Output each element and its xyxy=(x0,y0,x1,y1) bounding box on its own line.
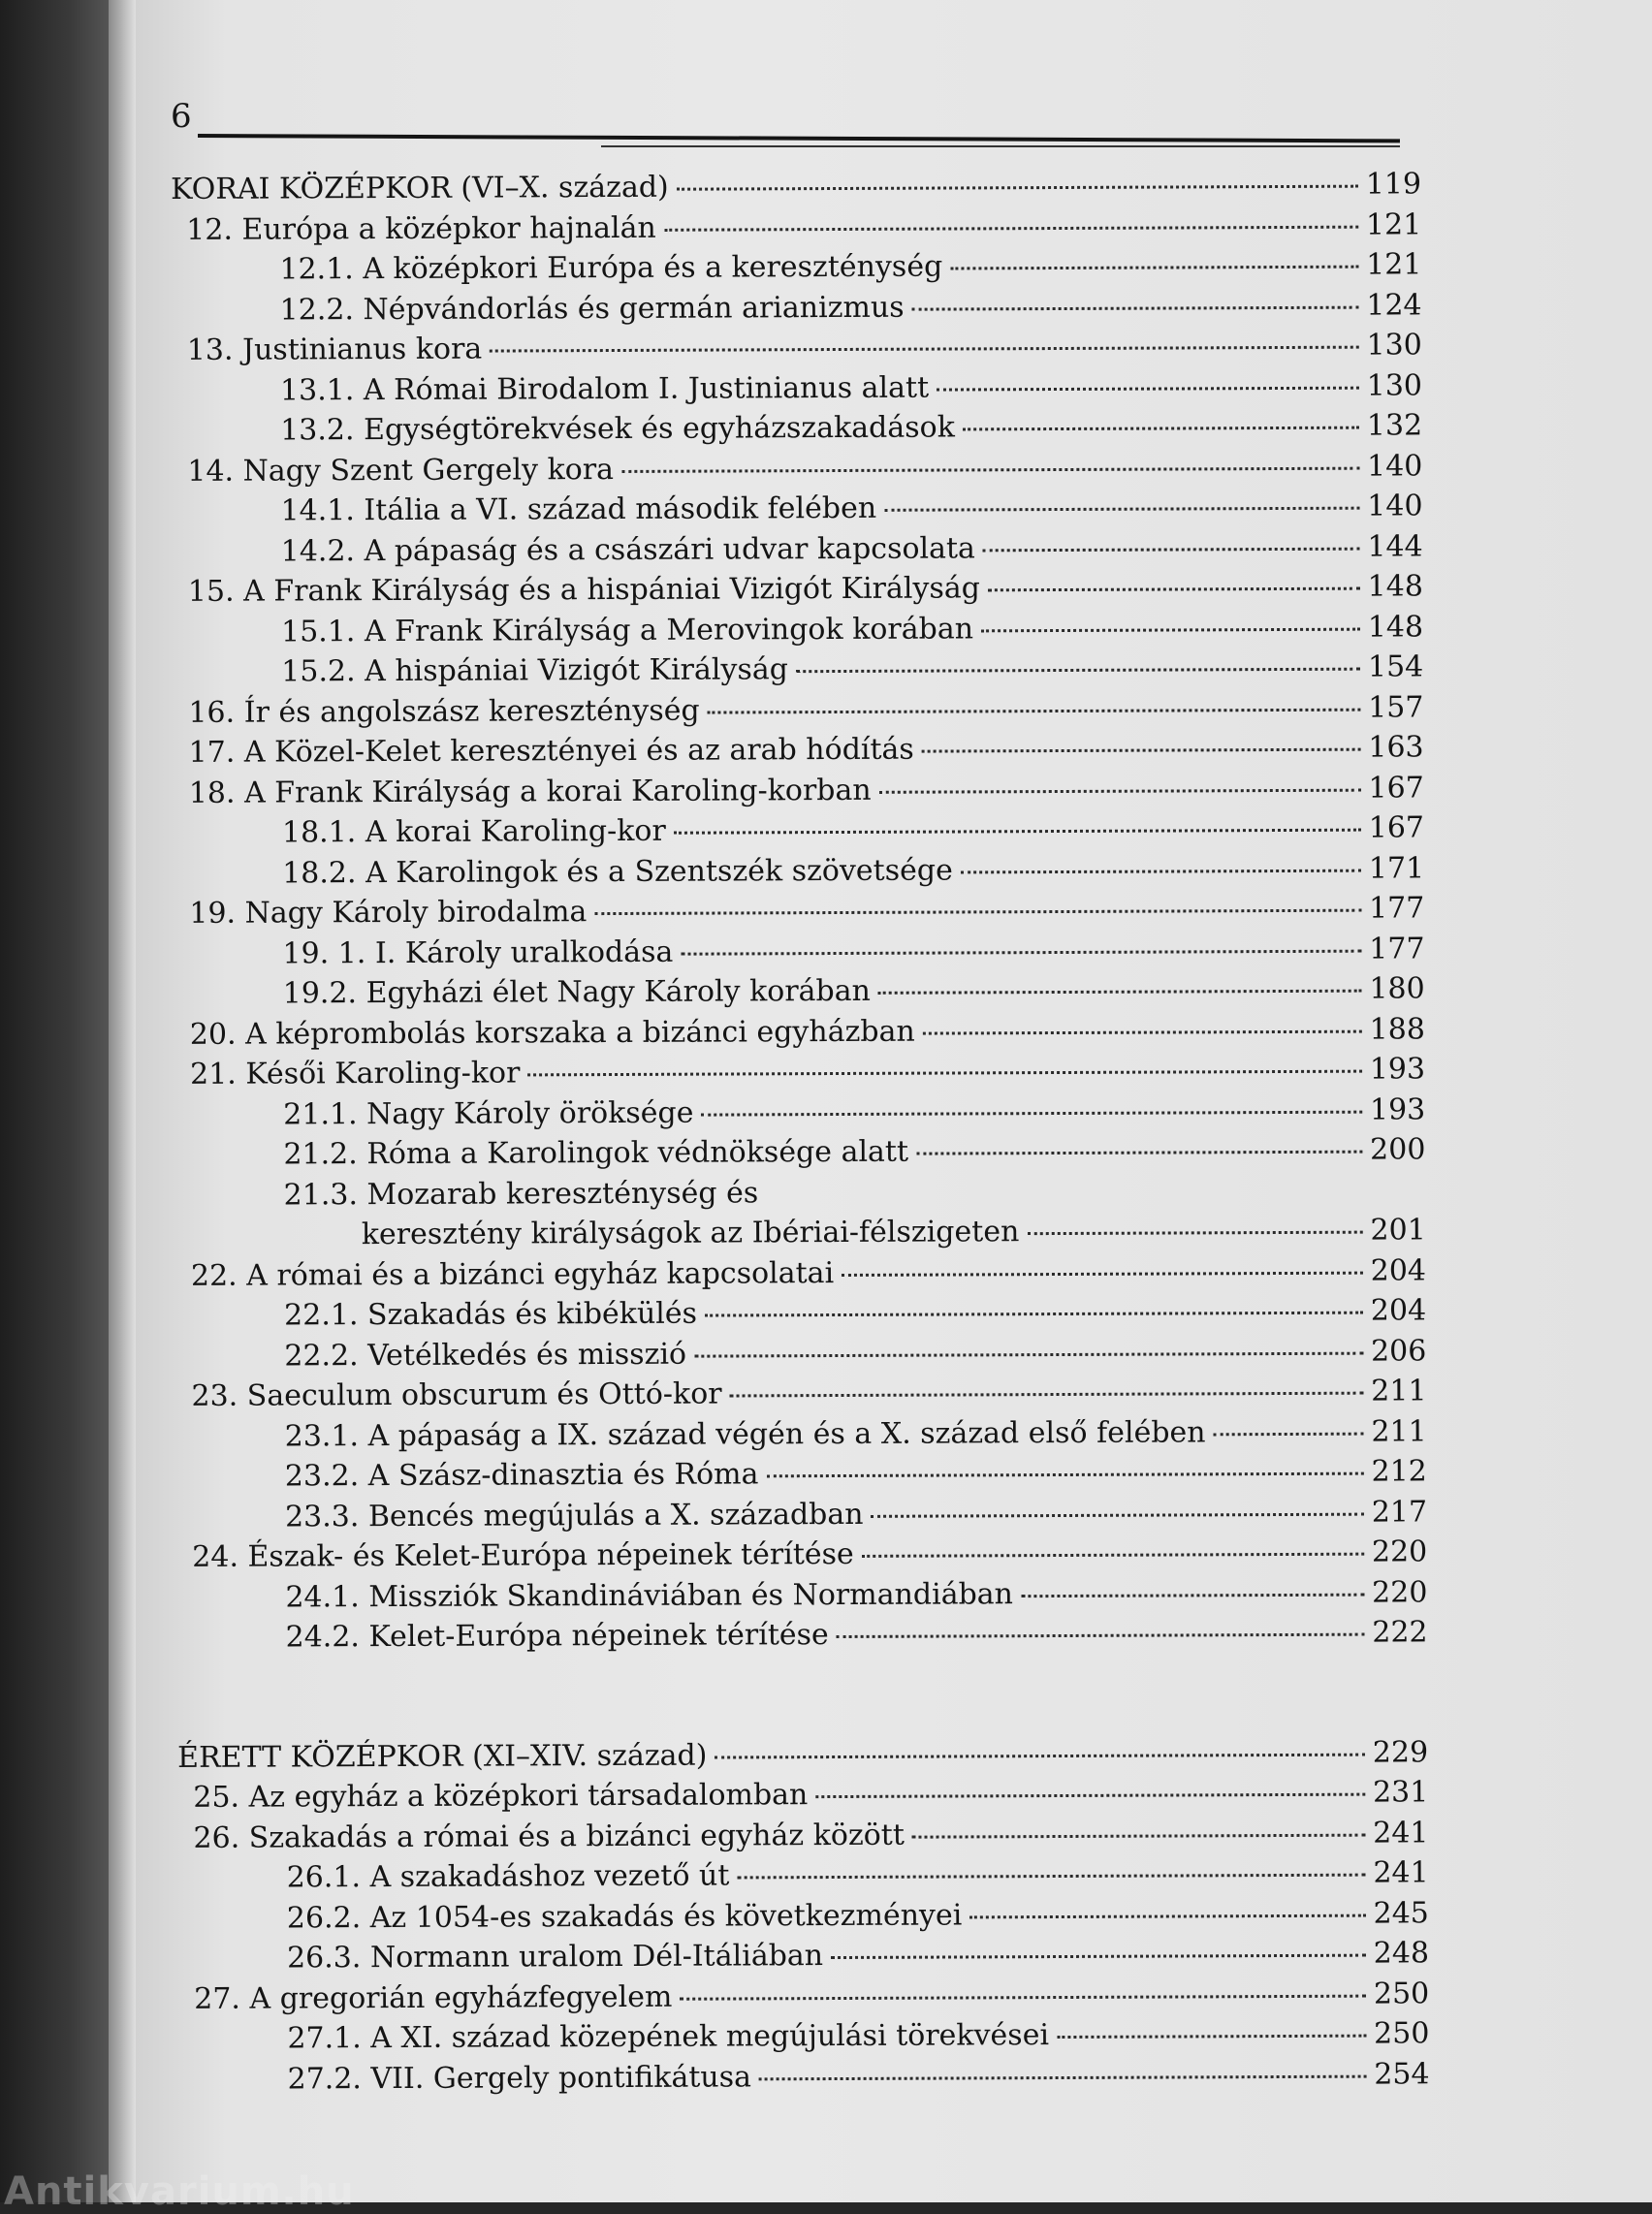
toc-page-number: 157 xyxy=(1368,689,1424,725)
dot-leader xyxy=(831,1954,1366,1959)
toc-entry-title: 24. Észak- és Kelet-Európa népeinek térítése xyxy=(192,1536,854,1574)
toc-page-number: 132 xyxy=(1366,408,1423,443)
toc-subchapter xyxy=(174,810,1424,856)
dot-leader xyxy=(1027,1231,1362,1236)
toc-page-number: 167 xyxy=(1368,810,1425,845)
dot-leader xyxy=(837,1633,1365,1638)
toc-entry-title: 22.1. Szakadás és kibékülés xyxy=(284,1296,698,1333)
toc-page-number: 222 xyxy=(1372,1615,1428,1650)
dot-leader xyxy=(878,990,1361,995)
dot-leader xyxy=(527,1070,1361,1077)
toc-subchapter xyxy=(173,649,1423,695)
toc-entry-title: 27.2. VII. Gergely pontifikátusa xyxy=(287,2059,752,2096)
dot-leader xyxy=(872,1512,1364,1517)
toc-subchapter xyxy=(172,288,1422,333)
toc-subchapter xyxy=(173,610,1423,655)
toc-page-number: 124 xyxy=(1366,287,1422,323)
dot-leader xyxy=(594,909,1361,915)
toc-page-number: 220 xyxy=(1372,1574,1428,1610)
dot-leader xyxy=(912,1833,1365,1838)
toc-chapter xyxy=(174,730,1424,775)
toc-page-number: 250 xyxy=(1373,1976,1430,2011)
toc-entry-title: 23.1. A pápaság a IX. század végén és a X. század első felében xyxy=(284,1414,1206,1453)
table-of-contents xyxy=(171,167,1430,2103)
toc-page-number: 204 xyxy=(1370,1252,1427,1288)
dot-leader xyxy=(705,1312,1363,1317)
toc-entry-title: 25. Az egyház a középkori társadalomban xyxy=(193,1778,809,1815)
toc-entry-title: 22.2. Vetélkedés és misszió xyxy=(284,1337,687,1373)
toc-entry-title: 27.1. A XI. század közepének megújulási törekvései xyxy=(287,2018,1050,2056)
toc-entry-title: 21.3. Mozarab kereszténység és xyxy=(283,1175,759,1213)
dot-leader xyxy=(796,668,1360,674)
dot-leader xyxy=(621,466,1359,472)
toc-entry-title: 23.2. A Szász-dinasztia és Róma xyxy=(284,1457,759,1494)
toc-page-number: 140 xyxy=(1366,448,1423,484)
toc-entry-title: 18.2. A Karolingok és a Szentszék szövetsége xyxy=(282,852,953,891)
toc-entry-title: 19.2. Egyházi élet Nagy Károly korában xyxy=(282,973,872,1011)
toc-entry-title: 12.1. A középkori Európa és a kereszténység xyxy=(279,249,943,287)
toc-page-number: 140 xyxy=(1367,489,1423,523)
toc-chapter xyxy=(177,1775,1428,1820)
toc-entry-title: ÉRETT KÖZÉPKOR (XI–XIV. század) xyxy=(177,1738,708,1775)
toc-chapter xyxy=(172,449,1422,494)
toc-page-number: 211 xyxy=(1371,1413,1427,1449)
dot-leader xyxy=(961,869,1361,873)
toc-subchapter xyxy=(172,408,1422,454)
toc-entry-title: 23. Saeculum obscurum és Ottó-kor xyxy=(191,1376,722,1413)
toc-subchapter xyxy=(174,851,1424,897)
toc-page-number: 193 xyxy=(1369,1052,1426,1087)
toc-page-number: 248 xyxy=(1373,1936,1430,1971)
dot-leader xyxy=(490,346,1358,353)
toc-page-number: 241 xyxy=(1373,1815,1429,1850)
toc-entry-title: 20. A képrombolás korszaka a bizánci egyházban xyxy=(189,1014,915,1052)
toc-entry-title: 14.2. A pápaság és a császári udvar kapcsolata xyxy=(280,530,975,569)
toc-entry-title: 12. Európa a középkor hajnalán xyxy=(186,210,656,247)
toc-chapter xyxy=(171,207,1421,253)
toc-page-number: 130 xyxy=(1366,328,1422,363)
toc-entry-title: 26.3. Normann uralom Dél-Itáliában xyxy=(286,1939,824,1976)
toc-entry-title: 15. A Frank Királyság és a hispániai Vizigót Királyság xyxy=(187,571,980,609)
toc-page-number: 241 xyxy=(1373,1855,1429,1890)
dot-leader xyxy=(737,1874,1365,1880)
dot-leader xyxy=(674,829,1361,835)
dot-leader xyxy=(677,185,1358,191)
watermark: Antikvarium.hu xyxy=(4,2169,355,2214)
toc-subchapter xyxy=(178,1855,1429,1901)
toc-page-number: 193 xyxy=(1369,1091,1426,1127)
toc-entry-title: 16. Ír és angolszász kereszténység xyxy=(188,693,700,730)
toc-subchapter xyxy=(174,932,1424,977)
toc-chapter xyxy=(173,690,1423,736)
toc-subchapter xyxy=(175,1132,1425,1178)
page-number: 6 xyxy=(171,97,192,136)
toc-page-number: 188 xyxy=(1369,1011,1425,1047)
toc-chapter xyxy=(175,1253,1426,1299)
toc-entry-title: 13. Justinianus kora xyxy=(186,332,483,367)
dot-leader xyxy=(923,1029,1362,1034)
toc-page-number: 163 xyxy=(1368,730,1424,765)
dot-leader xyxy=(730,1392,1364,1398)
toc-entry-title: 26.2. Az 1054-es szakadás és következményei xyxy=(286,1897,963,1935)
book-spine-shadow xyxy=(0,0,116,2202)
toc-page-number: 154 xyxy=(1367,649,1424,684)
toc-chapter xyxy=(176,1534,1427,1580)
toc-subchapter xyxy=(178,1896,1429,1942)
toc-entry-title: 13.2. Egységtörekvések és egyházszakadások xyxy=(280,410,955,448)
toc-page-number: 144 xyxy=(1367,528,1423,564)
toc-page-number: 200 xyxy=(1370,1132,1426,1167)
toc-page-number: 171 xyxy=(1368,850,1425,886)
toc-chapter xyxy=(177,1816,1428,1861)
dot-leader xyxy=(916,1151,1362,1155)
dot-leader xyxy=(842,1271,1363,1276)
toc-entry-title: 17. A Közel-Kelet keresztényei és az arab hódítás xyxy=(188,732,914,770)
toc-section-heading xyxy=(171,167,1421,212)
dot-leader xyxy=(950,266,1358,270)
toc-entry-title: 14.1. Itália a VI. század második felében xyxy=(280,490,877,528)
toc-entry-title: 27. A gregorián egyházfegyelem xyxy=(194,1979,673,2016)
toc-entry-title: KORAI KÖZÉPKOR (VI–X. század) xyxy=(171,170,669,206)
dot-leader xyxy=(681,949,1361,955)
toc-subchapter xyxy=(179,2057,1430,2103)
toc-page-number: 167 xyxy=(1368,770,1424,806)
dot-leader xyxy=(759,2074,1366,2080)
toc-page-number: 250 xyxy=(1374,2016,1430,2051)
toc-subchapter xyxy=(176,1454,1427,1500)
toc-chapter xyxy=(174,771,1424,816)
toc-page-number: 180 xyxy=(1369,971,1425,1006)
dot-leader xyxy=(815,1793,1365,1798)
toc-page-number: 121 xyxy=(1366,247,1422,282)
dot-leader xyxy=(988,587,1360,592)
toc-subchapter xyxy=(175,1092,1425,1138)
toc-subchapter xyxy=(172,489,1422,534)
section-gap xyxy=(177,1656,1428,1741)
toc-entry-title: 26. Szakadás a római és a bizánci egyház között xyxy=(193,1818,905,1855)
dot-leader xyxy=(969,1914,1365,1918)
toc-subchapter xyxy=(176,1575,1427,1621)
toc-chapter xyxy=(178,1977,1429,2022)
dot-leader xyxy=(1214,1432,1364,1436)
toc-entry-title: 19. 1. I. Károly uralkodása xyxy=(282,934,674,971)
toc-page-number: 177 xyxy=(1368,891,1425,926)
dot-leader xyxy=(664,225,1358,231)
toc-page-number: 121 xyxy=(1365,206,1422,242)
dot-leader xyxy=(937,386,1359,391)
dot-leader xyxy=(715,1753,1364,1758)
toc-page-number: 204 xyxy=(1370,1293,1427,1328)
toc-entry-title: 21. Késői Karoling-kor xyxy=(189,1056,521,1091)
toc-chapter xyxy=(172,328,1422,373)
toc-entry-title: 19. Nagy Károly birodalma xyxy=(189,895,588,931)
toc-chapter xyxy=(175,1052,1425,1097)
toc-page-number: 201 xyxy=(1370,1213,1426,1248)
toc-page-number: 148 xyxy=(1367,609,1424,645)
toc-page-number: 130 xyxy=(1366,367,1423,403)
toc-subchapter xyxy=(175,1173,1426,1218)
toc-subchapter xyxy=(176,1495,1427,1540)
toc-entry-title: keresztény királyságok az Ibériai-félszigeten xyxy=(361,1215,1020,1252)
toc-subchapter xyxy=(175,971,1425,1017)
toc-entry-title: 12.2. Népvándorlás és germán arianizmus xyxy=(279,290,905,328)
toc-entry-title: 15.2. A hispániai Vizigót Királyság xyxy=(281,652,788,689)
toc-page-number: 211 xyxy=(1371,1374,1427,1408)
dot-leader xyxy=(708,708,1361,713)
dot-leader xyxy=(912,305,1359,310)
toc-page-number: 119 xyxy=(1365,167,1422,202)
toc-subchapter xyxy=(176,1414,1427,1460)
dot-leader xyxy=(694,1351,1363,1357)
dot-leader xyxy=(981,627,1360,632)
toc-page-number: 206 xyxy=(1370,1333,1427,1369)
toc-entry-title: 18. A Frank Királyság a korai Karoling-korban xyxy=(188,773,872,810)
toc-subchapter xyxy=(171,247,1421,293)
toc-page-number: 212 xyxy=(1371,1454,1427,1489)
toc-entry-title: 21.2. Róma a Karolingok védnöksége alatt xyxy=(283,1134,909,1172)
toc-entry-title: 26.1. A szakadáshoz vezető út xyxy=(286,1858,730,1895)
toc-subchapter xyxy=(173,529,1423,575)
dot-leader xyxy=(963,427,1359,431)
dot-leader xyxy=(983,547,1360,552)
toc-section-heading xyxy=(177,1735,1428,1781)
toc-page-number: 148 xyxy=(1367,569,1423,604)
toc-subchapter xyxy=(172,368,1422,414)
toc-page-number: 220 xyxy=(1371,1534,1428,1569)
toc-subchapter xyxy=(178,2016,1429,2062)
toc-subchapter xyxy=(178,1936,1429,1981)
dot-leader xyxy=(1057,2035,1366,2039)
page-edge xyxy=(109,0,138,2202)
toc-entry-title: 24.2. Kelet-Európa népeinek térítése xyxy=(285,1618,829,1655)
toc-chapter xyxy=(174,891,1424,936)
toc-subchapter xyxy=(177,1615,1428,1660)
toc-entry-title: 18.1. A korai Karoling-kor xyxy=(281,813,666,850)
toc-page-number: 231 xyxy=(1372,1775,1429,1810)
toc-chapter xyxy=(175,1012,1425,1058)
toc-entry-title: 23.3. Bencés megújulás a X. században xyxy=(284,1497,864,1534)
dot-leader xyxy=(766,1472,1363,1478)
dot-leader xyxy=(884,507,1359,512)
dot-leader xyxy=(922,748,1361,753)
toc-entry-title: 21.1. Nagy Károly öröksége xyxy=(283,1095,694,1132)
toc-subchapter-continuation xyxy=(175,1213,1426,1258)
toc-page-number: 245 xyxy=(1373,1895,1429,1931)
dot-leader xyxy=(862,1553,1364,1558)
toc-subchapter xyxy=(175,1334,1426,1379)
toc-entry-title: 14. Nagy Szent Gergely kora xyxy=(187,452,615,489)
dot-leader xyxy=(701,1110,1362,1116)
header-rule-thin xyxy=(601,145,1400,147)
toc-page-number: 177 xyxy=(1369,931,1425,966)
dot-leader xyxy=(1021,1593,1364,1597)
toc-page-number: 217 xyxy=(1371,1494,1428,1530)
toc-page-number: 229 xyxy=(1372,1734,1429,1770)
toc-page-number: 254 xyxy=(1374,2056,1430,2092)
dot-leader xyxy=(879,788,1361,793)
toc-entry-title: 13.1. A Római Birodalom I. Justinianus alatt xyxy=(279,370,930,408)
dot-leader xyxy=(680,1994,1366,2000)
toc-subchapter xyxy=(175,1293,1426,1339)
toc-entry-title: 22. A római és a bizánci egyház kapcsolatai xyxy=(190,1255,835,1293)
toc-chapter xyxy=(173,569,1423,615)
toc-chapter xyxy=(175,1374,1426,1419)
toc-entry-title: 24.1. Missziók Skandináviában és Normandiában xyxy=(285,1576,1014,1614)
toc-entry-title: 15.1. A Frank Királyság a Merovingok korában xyxy=(280,611,974,649)
